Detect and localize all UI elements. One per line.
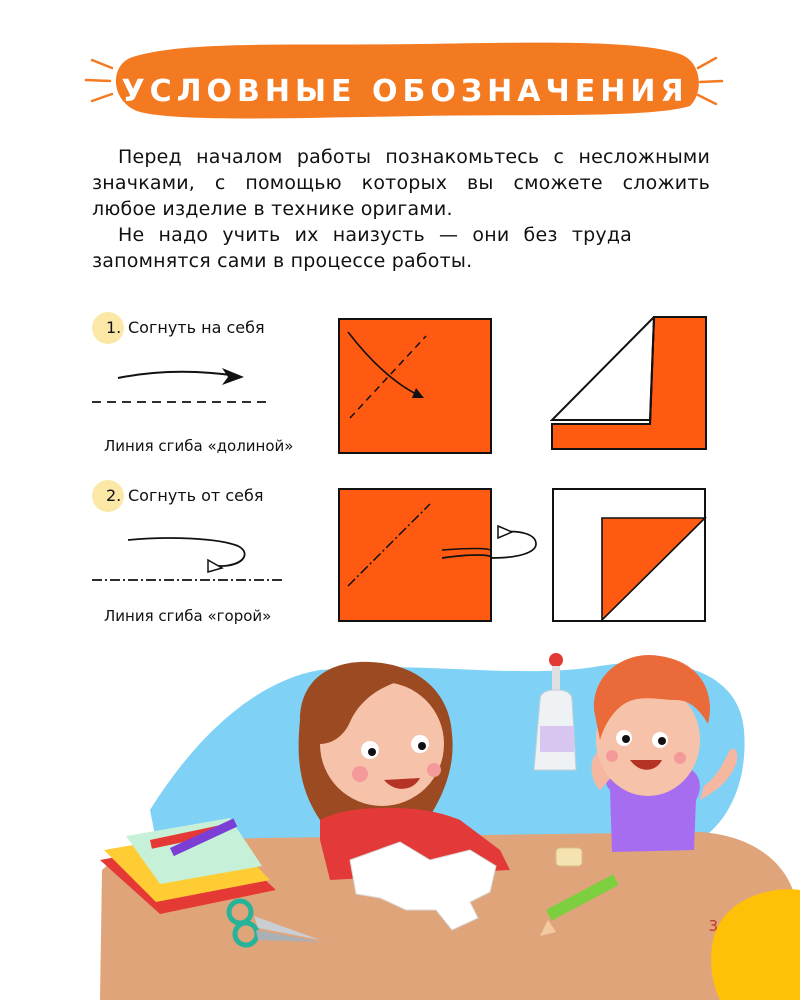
intro-line: запомнятся сами в процессе работы. bbox=[92, 250, 473, 272]
fold-back-arrow-icon bbox=[128, 538, 245, 566]
spark-right-icon bbox=[698, 58, 722, 104]
fold-arrow-icon bbox=[118, 372, 238, 378]
page-title: УСЛОВНЫЕ ОБОЗНАЧЕНИЯ bbox=[121, 74, 689, 109]
intro-line: любое изделие в технике оригами. bbox=[92, 198, 453, 220]
legend-2-label: Согнуть от себя bbox=[128, 486, 264, 505]
valley-fold-square bbox=[338, 318, 492, 454]
valley-fold-result bbox=[550, 316, 708, 452]
intro-line: значками, с помощью которых вы сможете сложить bbox=[92, 172, 710, 194]
page-number: 3 bbox=[708, 917, 718, 935]
mountain-fold-result bbox=[552, 488, 708, 622]
intro-paragraph-2 bbox=[92, 222, 632, 274]
eraser-icon bbox=[556, 848, 582, 866]
spark-left-icon bbox=[86, 60, 112, 101]
mountain-arrow-over-edge bbox=[440, 522, 540, 572]
legend-2-caption: Линия сгиба «горой» bbox=[104, 607, 272, 625]
legend-1-label: Согнуть на себя bbox=[128, 318, 265, 337]
intro-paragraph-1 bbox=[92, 144, 710, 222]
valley-fold-symbol bbox=[88, 360, 278, 410]
intro-line: Не надо учить их наизусть — они без труда bbox=[118, 224, 632, 246]
mountain-fold-symbol bbox=[88, 528, 288, 588]
legend-1-caption: Линия сгиба «долиной» bbox=[104, 437, 294, 455]
intro-line: Перед началом работы познакомьтесь с несложными bbox=[118, 146, 710, 168]
legend-2-number: 2. bbox=[106, 486, 122, 505]
legend-1-number: 1. bbox=[106, 318, 122, 337]
children-illustration bbox=[0, 640, 800, 1000]
